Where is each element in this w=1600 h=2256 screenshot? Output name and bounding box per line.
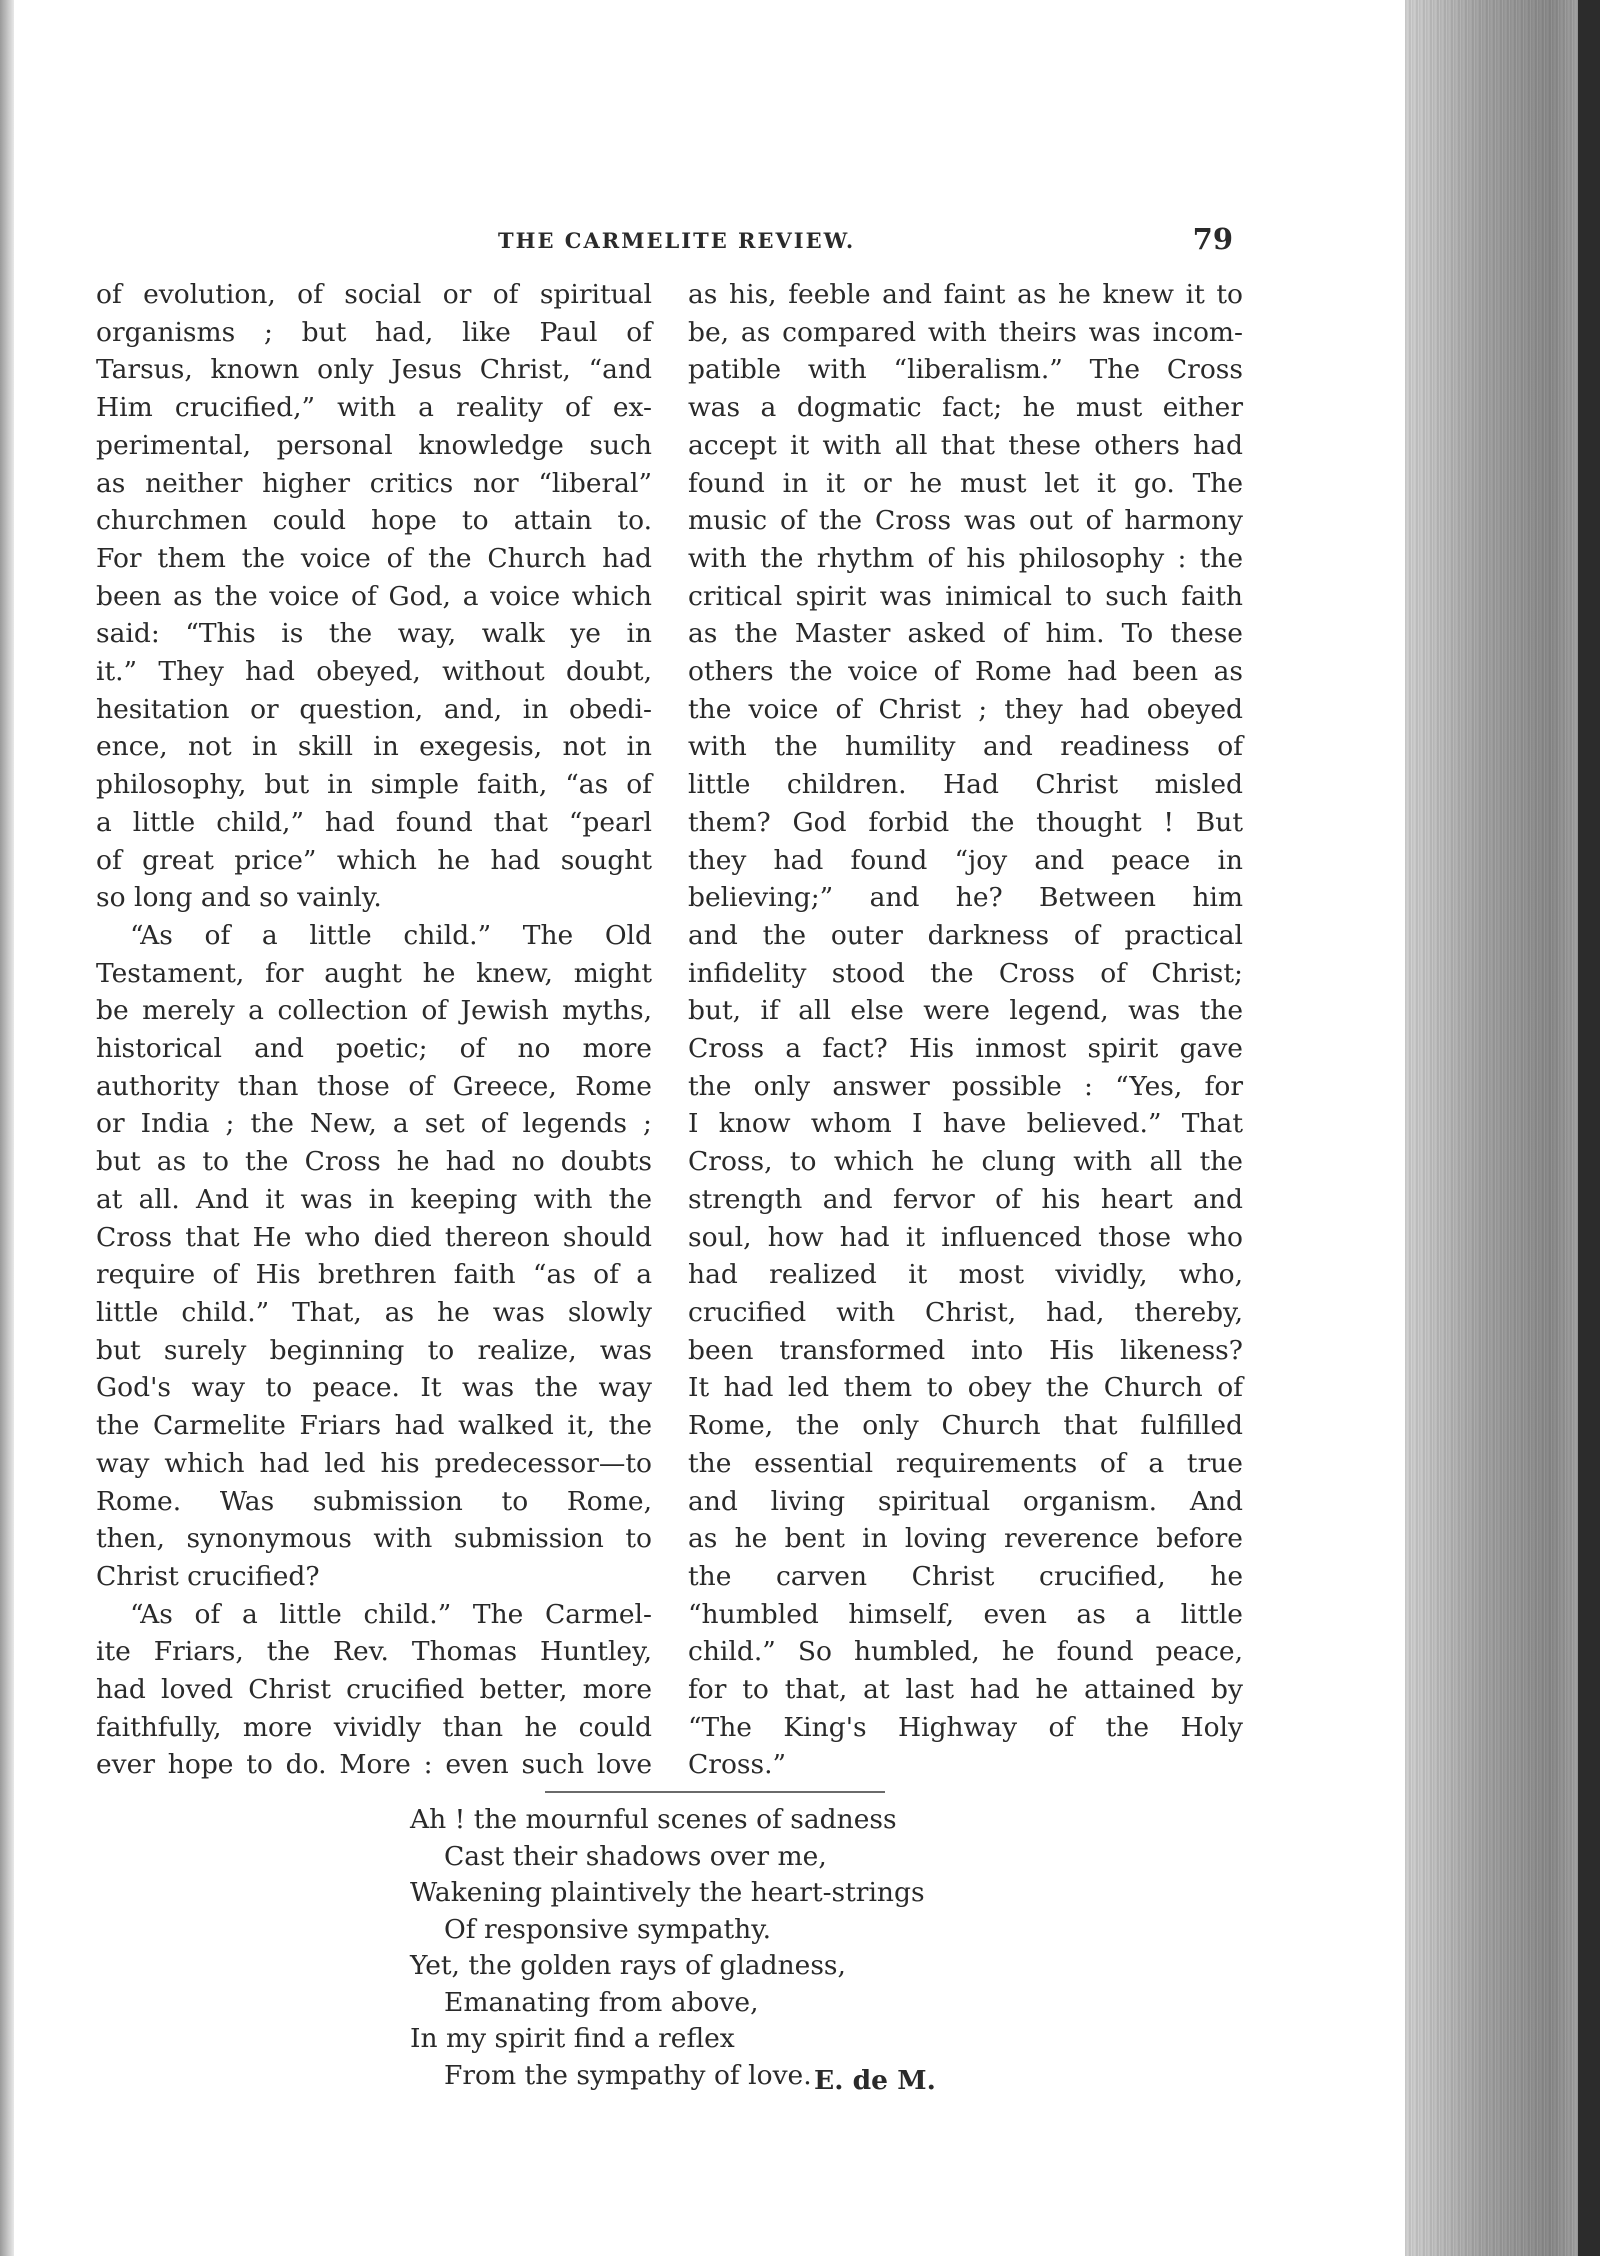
- running-head: [90, 222, 1235, 262]
- text-line: them? God forbid the thought ! But: [688, 806, 1243, 838]
- text-line: authority than those of Greece, Rome: [96, 1070, 652, 1102]
- text-line: way which had led his predecessor—to: [96, 1447, 652, 1479]
- text-line: child.” So humbled, he found peace,: [688, 1636, 1243, 1668]
- text-line: historical and poetic; of no more: [96, 1033, 652, 1065]
- text-line: Testament, for aught he knew, might: [96, 957, 652, 989]
- text-line: ite Friars, the Rev. Thomas Huntley,: [96, 1636, 652, 1668]
- text-line: music of the Cross was out of harmony: [688, 505, 1243, 537]
- text-line: ence, not in skill in exegesis, not in: [96, 731, 652, 763]
- text-line: but as to the Cross he had no doubts: [96, 1146, 652, 1178]
- text-line: little child.” That, as he was slowly: [96, 1296, 652, 1328]
- text-line: crucified with Christ, had, thereby,: [688, 1296, 1243, 1328]
- text-line: at all. And it was in keeping with the: [96, 1183, 652, 1215]
- poem-line: From the sympathy of love.: [444, 2059, 812, 2091]
- text-line: been transformed into His likeness?: [688, 1334, 1243, 1366]
- text-line: “humbled himself, even as a little: [688, 1598, 1243, 1630]
- text-line: had realized it most vividly, who,: [688, 1259, 1243, 1291]
- text-line: Rome. Was submission to Rome,: [96, 1485, 652, 1517]
- text-line: organisms ; but had, like Paul of: [96, 316, 652, 348]
- poem: [410, 1802, 925, 2094]
- text-line: Cross.”: [688, 1749, 787, 1781]
- text-line: require of His brethren faith “as of a: [96, 1259, 652, 1291]
- book-page-edges: [1405, 0, 1600, 2256]
- text-line: hesitation or question, and, in obedi-: [96, 693, 652, 725]
- text-line: patible with “liberalism.” The Cross: [688, 354, 1243, 386]
- text-line: with the humility and readiness of: [688, 731, 1243, 763]
- text-line: with the rhythm of his philosophy : the: [688, 542, 1243, 574]
- text-line: churchmen could hope to attain to.: [96, 505, 652, 537]
- text-line: perimental, personal knowledge such: [96, 429, 652, 461]
- text-line: infidelity stood the Cross of Christ;: [688, 957, 1243, 989]
- text-line: they had found “joy and peace in: [688, 844, 1243, 876]
- book-gutter-shadow: [0, 0, 14, 2256]
- text-line: little children. Had Christ misled: [688, 769, 1243, 801]
- right-column: [688, 276, 1243, 1784]
- text-line: For them the voice of the Church had: [96, 542, 652, 574]
- text-line: be, as compared with theirs was incom-: [688, 316, 1243, 348]
- text-line: accept it with all that these others had: [688, 429, 1243, 461]
- poem-line: Yet, the golden rays of gladness,: [410, 1950, 846, 1981]
- text-line: be merely a collection of Jewish myths,: [96, 995, 652, 1027]
- left-column: [96, 276, 652, 1784]
- text-line: others the voice of Rome had been as: [688, 656, 1243, 688]
- section-divider: [545, 1791, 885, 1793]
- text-line: the voice of Christ ; they had obeyed: [688, 693, 1243, 725]
- text-line: found in it or he must let it go. The: [688, 467, 1243, 499]
- text-line: was a dogmatic fact; he must either: [688, 392, 1243, 424]
- poem-line: Cast their shadows over me,: [444, 1840, 827, 1872]
- text-line: said: “This is the way, walk ye in: [96, 618, 652, 650]
- text-line: so long and so vainly.: [96, 882, 382, 914]
- page-number: 79: [1192, 222, 1233, 256]
- text-line: ever hope to do. More : even such love: [96, 1749, 652, 1781]
- poem-line: Emanating from above,: [444, 1986, 759, 2018]
- text-line: God's way to peace. It was the way: [96, 1372, 652, 1404]
- text-line: or India ; the New, a set of legends ;: [96, 1108, 652, 1140]
- text-line: “The King's Highway of the Holy: [688, 1711, 1243, 1743]
- text-line: faithfully, more vividly than he could: [96, 1711, 652, 1743]
- text-line: as his, feeble and faint as he knew it to: [688, 279, 1243, 310]
- text-line: and living spiritual organism. And: [688, 1485, 1243, 1517]
- text-line: critical spirit was inimical to such faith: [688, 580, 1243, 612]
- text-line: been as the voice of God, a voice which: [96, 580, 652, 612]
- text-line: and the outer darkness of practical: [688, 919, 1243, 951]
- text-line: believing;” and he? Between him: [688, 882, 1243, 914]
- text-line: the essential requirements of a true: [688, 1447, 1243, 1479]
- text-line: for to that, at last had he attained by: [688, 1674, 1243, 1706]
- text-line: strength and fervor of his heart and: [688, 1183, 1243, 1215]
- text-line: “As of a little child.” The Old: [130, 919, 652, 951]
- text-line: Cross a fact? His inmost spirit gave: [688, 1033, 1243, 1065]
- text-line: a little child,” had found that “pearl: [96, 806, 652, 838]
- text-line: Cross that He who died thereon should: [96, 1221, 652, 1253]
- poem-line: In my spirit find a reflex: [410, 2023, 735, 2054]
- text-line: then, synonymous with submission to: [96, 1523, 652, 1555]
- text-line: philosophy, but in simple faith, “as of: [96, 769, 652, 801]
- text-line: Him crucified,” with a reality of ex-: [96, 392, 652, 424]
- text-line: but surely beginning to realize, was: [96, 1334, 652, 1366]
- text-line: of great price” which he had sought: [96, 844, 652, 876]
- text-line: It had led them to obey the Church of: [688, 1372, 1243, 1404]
- text-line: Cross, to which he clung with all the: [688, 1146, 1243, 1178]
- text-line: the only answer possible : “Yes, for: [688, 1070, 1243, 1102]
- text-line: but, if all else were legend, was the: [688, 995, 1243, 1027]
- text-line: of evolution, of social or of spiritual: [96, 279, 652, 310]
- journal-title: THE CARMELITE REVIEW.: [498, 228, 856, 253]
- text-line: the Carmelite Friars had walked it, the: [96, 1410, 652, 1442]
- text-line: soul, how had it influenced those who: [688, 1221, 1243, 1253]
- poem-line: Ah ! the mournful scenes of sadness: [410, 1804, 897, 1835]
- text-line: the carven Christ crucified, he: [688, 1560, 1243, 1592]
- text-line: Tarsus, known only Jesus Christ, “and: [96, 354, 652, 386]
- text-line: as he bent in loving reverence before: [688, 1523, 1243, 1555]
- text-line: as the Master asked of him. To these: [688, 618, 1243, 650]
- poem-line: Wakening plaintively the heart-strings: [410, 1877, 925, 1908]
- text-line: Christ crucified?: [96, 1560, 320, 1592]
- poem-signature: E. de M.: [814, 2065, 936, 2096]
- text-line: I know whom I have believed.” That: [688, 1108, 1243, 1140]
- text-line: “As of a little child.” The Carmel-: [130, 1598, 652, 1630]
- text-line: as neither higher critics nor “liberal”: [96, 467, 652, 499]
- text-line: it.” They had obeyed, without doubt,: [96, 656, 652, 688]
- text-line: Rome, the only Church that fulfilled: [688, 1410, 1243, 1442]
- poem-line: Of responsive sympathy.: [444, 1913, 772, 1945]
- text-line: had loved Christ crucified better, more: [96, 1674, 652, 1706]
